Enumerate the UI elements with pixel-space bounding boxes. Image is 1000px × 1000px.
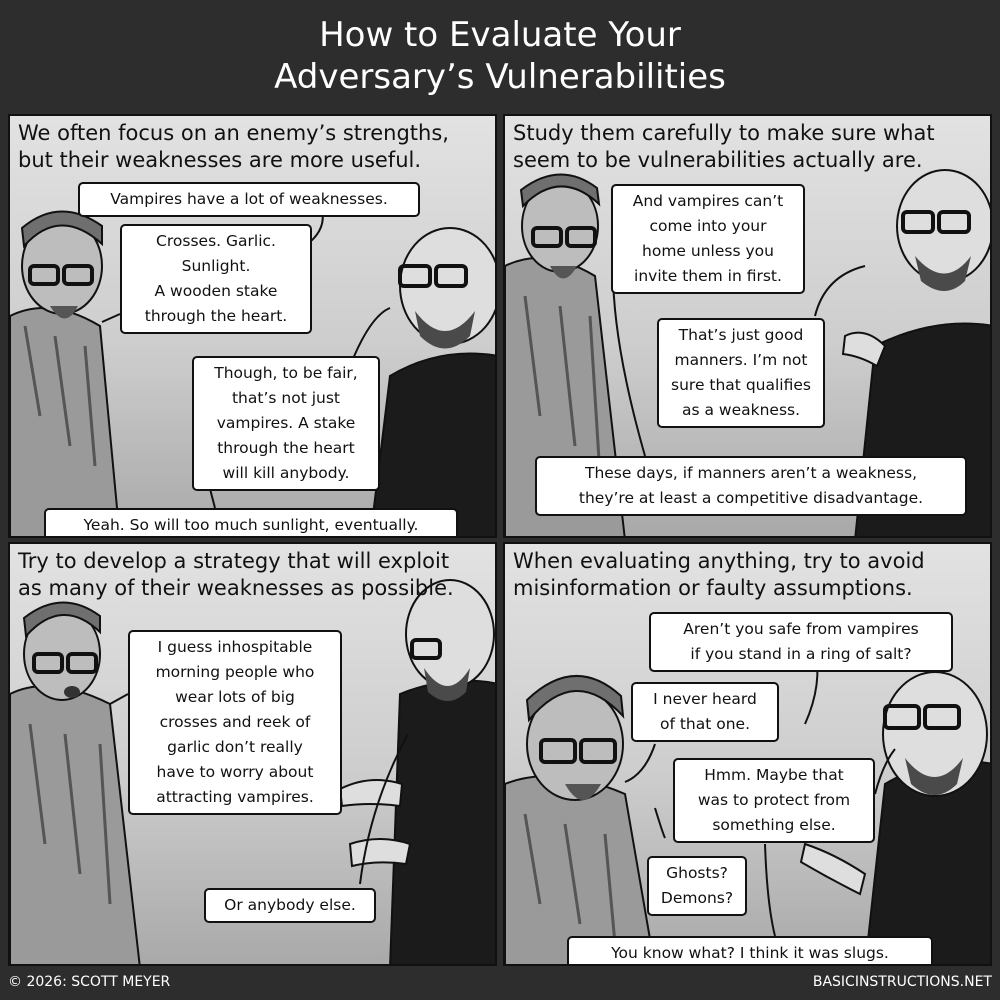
caption-line: Study them carefully to make sure what	[513, 121, 935, 145]
speech-bubble	[673, 758, 875, 843]
bubble-line: I never heard	[653, 690, 757, 708]
bubble-line: wear lots of big	[175, 688, 295, 706]
panel-3	[8, 542, 497, 966]
bubble-line: through the heart	[217, 439, 355, 457]
bubble-line: Ghosts?	[666, 864, 728, 882]
bubble-line: as a weakness.	[681, 401, 801, 419]
bubble-line: You know what? I think it was slugs.	[611, 944, 889, 962]
caption-line: We often focus on an enemy’s strengths,	[18, 121, 449, 145]
bubble-line: crosses and reek of	[159, 713, 311, 731]
bubble-line: was to protect from	[697, 791, 851, 809]
speech-bubble	[44, 508, 458, 538]
bubble-line: will kill anybody.	[222, 464, 350, 482]
caption-line: seem to be vulnerabilities actually are.	[513, 148, 923, 172]
bubble-line: Or anybody else.	[224, 896, 356, 914]
bubble-line: And vampires can’t	[632, 192, 784, 210]
bubble-line: Sunlight.	[181, 257, 251, 275]
comic-title	[0, 14, 1000, 98]
panel-3-caption	[18, 548, 494, 602]
bubble-line: Yeah. So will too much sunlight, eventually.	[83, 516, 419, 534]
bubble-line: sure that qualifies	[671, 376, 811, 394]
copyright-credit: © 2026: SCOTT MEYER	[8, 974, 171, 990]
bubble-line: A wooden stake	[154, 282, 278, 300]
left-character-figure	[10, 602, 140, 966]
bubble-line: home unless you	[642, 242, 774, 260]
bubble-line: invite them in first.	[634, 267, 782, 285]
speech-bubble	[535, 456, 967, 516]
left-character-figure	[10, 211, 120, 538]
speech-bubble	[78, 182, 420, 217]
panel-2	[503, 114, 992, 538]
bubble-line: something else.	[712, 816, 836, 834]
panel-2-caption	[513, 120, 989, 174]
panel-1-caption	[18, 120, 494, 174]
caption-line: misinformation or faulty assumptions.	[513, 576, 913, 600]
right-character-figure	[370, 228, 497, 538]
panel-4-caption	[513, 548, 989, 602]
bubble-line: morning people who	[155, 663, 315, 681]
bubble-line: Hmm. Maybe that	[704, 766, 844, 784]
caption-line: Try to develop a strategy that will exploit	[18, 549, 450, 573]
bubble-line: have to worry about	[156, 763, 314, 781]
speech-bubble	[611, 184, 805, 294]
caption-line: but their weaknesses are more useful.	[18, 148, 422, 172]
bubble-line: Crosses. Garlic.	[156, 232, 276, 250]
bubble-line: garlic don’t really	[167, 738, 303, 756]
panel-1	[8, 114, 497, 538]
bubble-line: Though, to be fair,	[214, 364, 358, 382]
bubble-line: manners. I’m not	[674, 351, 808, 369]
speech-bubble	[192, 356, 380, 491]
speech-bubble	[128, 630, 342, 815]
caption-line: as many of their weaknesses as possible.	[18, 576, 454, 600]
bubble-line: I guess inhospitable	[157, 638, 313, 656]
comic-title-line-2: Adversary’s Vulnerabilities	[274, 57, 726, 97]
bubble-line: of that one.	[659, 715, 751, 733]
bubble-line: if you stand in a ring of salt?	[690, 645, 912, 663]
bubble-line: Demons?	[660, 889, 734, 907]
bubble-line: Aren’t you safe from vampires	[683, 620, 919, 638]
speech-bubble	[647, 856, 747, 916]
panel-4-illustration	[505, 544, 992, 966]
speech-bubble	[204, 888, 376, 923]
speech-bubble	[657, 318, 825, 428]
bubble-line: vampires. A stake	[216, 414, 356, 432]
comic-title-line-1: How to Evaluate Your	[319, 15, 681, 55]
bubble-line: come into your	[649, 217, 767, 235]
site-link[interactable]: BASICINSTRUCTIONS.NET	[812, 974, 992, 990]
bubble-line: attracting vampires.	[156, 788, 314, 806]
bubble-line: Vampires have a lot of weaknesses.	[110, 190, 388, 208]
speech-bubble	[649, 612, 953, 672]
speech-bubble	[631, 682, 779, 742]
bubble-line: That’s just good	[678, 326, 804, 344]
bubble-line: through the heart.	[144, 307, 288, 325]
bubble-line: These days, if manners aren’t a weakness,	[584, 464, 918, 482]
speech-bubble	[120, 224, 312, 334]
bubble-line: they’re at least a competitive disadvantage.	[578, 489, 924, 507]
caption-line: When evaluating anything, try to avoid	[513, 549, 925, 573]
panel-4	[503, 542, 992, 966]
bubble-line: that’s not just	[231, 389, 340, 407]
speech-bubble	[567, 936, 933, 966]
